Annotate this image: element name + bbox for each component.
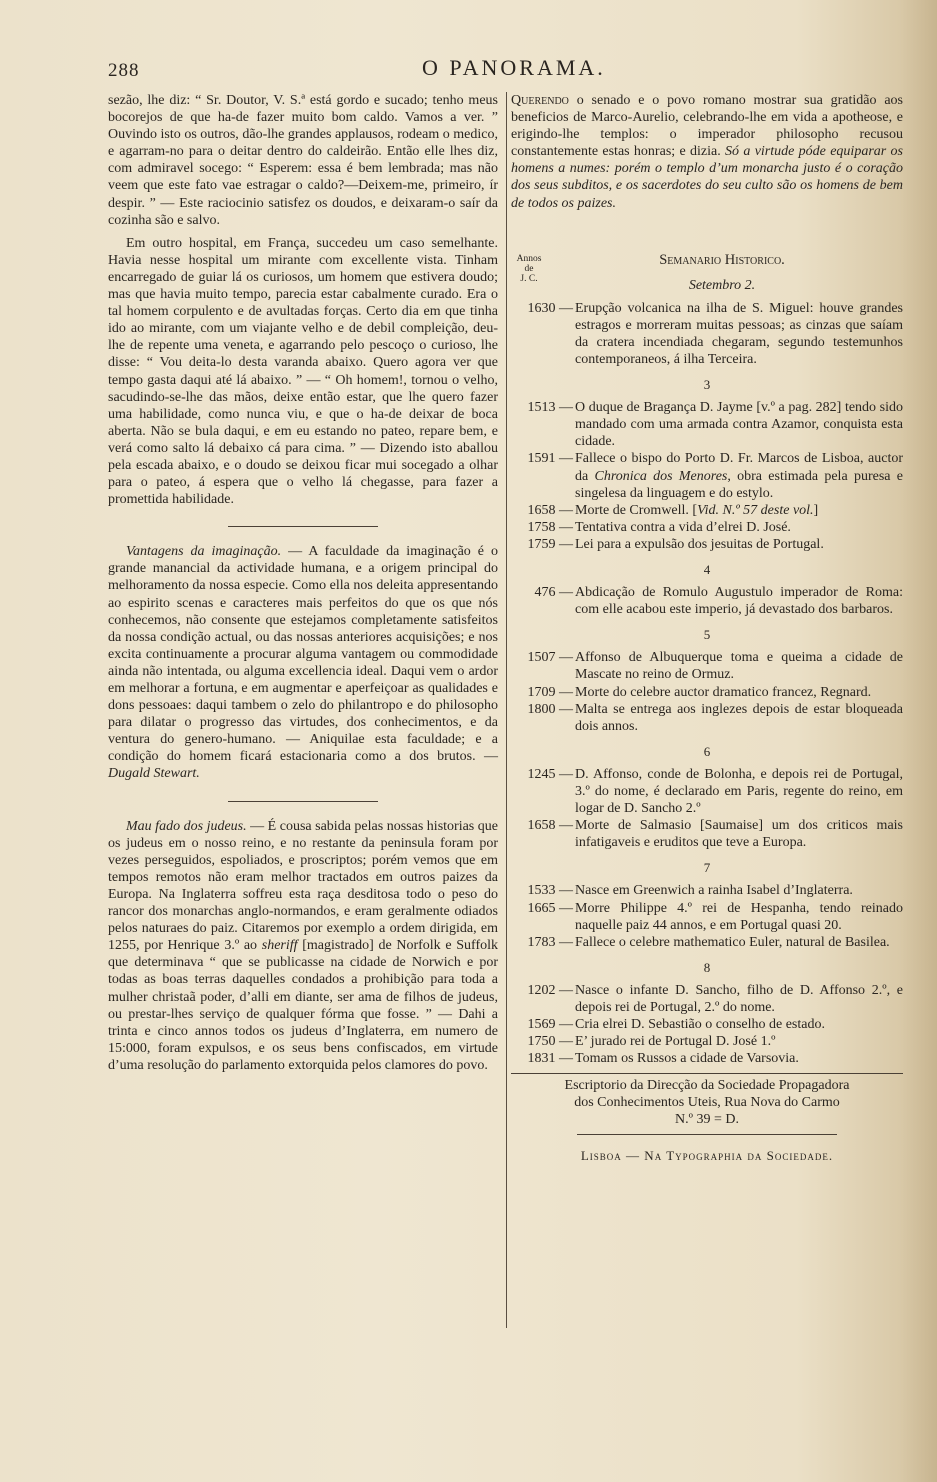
history-entry	[511, 584, 903, 618]
footer-address: Escriptorio da Direcção da Sociedade Propagadora dos Conhecimentos Uteis, Rua Nova do Carmo N.º 39 = D.	[564, 1078, 850, 1128]
entry-year: 1759 —	[527, 536, 573, 552]
quote-body: o senado e o povo romano mostrar sua gratidão aos beneficios de Marco-Aurelio, celebrando-lhe em vida a apotheose, e erigindo-lhe templos: o imperador philosopho recusou constantemente estas honras; e dizia.	[511, 93, 903, 160]
history-entry	[511, 649, 903, 683]
day-number: 5	[703, 627, 711, 643]
right-column	[511, 92, 903, 1165]
entry-text	[575, 536, 903, 553]
entry-text-italic: Vid. N.º 57 deste vol.	[697, 502, 814, 518]
entry-text-part: Fallece o bispo do Porto D. Fr. Marcos de Lisboa, auctor da	[575, 451, 903, 484]
history-entry	[511, 701, 903, 735]
entry-text	[575, 502, 903, 519]
entry-year: 1783 —	[527, 934, 573, 950]
entry-text-part: Tentativa contra a vida d’elrei D. José.	[575, 519, 791, 535]
entry-text-part: O duque de Bragança D. Jayme [v.º a pag. 282] tendo sido mandado com uma armada contra Azamor, conquista esta cidade.	[575, 400, 903, 450]
sheriff-term: sheriff	[261, 938, 298, 954]
entry-text-italic: Chronica dos Menores	[594, 468, 728, 484]
footer-divider	[511, 1073, 903, 1074]
history-entry	[511, 684, 903, 701]
entry-text-part: Lei para a expulsão dos jesuitas de Portugal.	[575, 536, 824, 552]
history-entry	[511, 934, 903, 951]
semanario-header	[511, 252, 903, 300]
entry-text: Cria elrei D. Sebastião o conselho de estado.	[575, 1017, 825, 1033]
day-3-entries	[511, 399, 903, 553]
entry-text: Erupção volcanica na ilha de S. Miguel: houve grandes estragos e morreram muitas pessoas; as cinzas que saíam da cratera incendiada chegaram, segundo testemunhos contemporaneos, á ilha Terceira.	[575, 300, 903, 367]
entry-year: 1831 —	[527, 1051, 573, 1067]
day-number: 8	[703, 959, 711, 975]
day-5-entries	[511, 649, 903, 734]
section-divider	[228, 801, 378, 802]
entry-year: 1709 —	[527, 684, 573, 700]
page-number: 288	[108, 60, 140, 81]
entry-year: 1750 —	[527, 1034, 573, 1050]
history-entry	[511, 1050, 903, 1067]
history-entry	[511, 300, 903, 368]
entry-text: D. Affonso, conde de Bolonha, e depois rei de Portugal, 3.º do nome, é declarado em Paris, regente do reino, em logar de D. Sancho 2.º	[575, 766, 903, 817]
entry-year: 1245 —	[527, 766, 573, 782]
entry-year: 1665 —	[527, 900, 573, 916]
day-number: 7	[703, 860, 711, 876]
footer-divider	[577, 1134, 837, 1135]
column-divider	[506, 92, 507, 1328]
history-entry	[511, 882, 903, 899]
section-divider	[228, 526, 378, 527]
marco-aurelio-quote	[511, 92, 903, 212]
semanario-title: Semanario Historico.	[659, 251, 785, 268]
entry-year: 1202 —	[527, 982, 573, 998]
history-entry	[511, 766, 903, 817]
vantagens-author: Dugald Stewart.	[108, 766, 200, 782]
entry-year: 1630 —	[527, 300, 573, 316]
history-entry	[511, 399, 903, 450]
entry-text: Morte de Salmasio [Saumaise] um dos criticos mais infatigaveis e eruditos que teve a Europa.	[575, 818, 903, 851]
article-paragraph: Em outro hospital, em França, succedeu um caso semelhante. Havia nesse hospital um mirante com excellente vista. Tinham encarregado de guiar lá os curiosos, um homem que estivera doudo; mas que havia muito tempo, parecia estar cabalmente curado. Era o tal homem corpulento e de avultadas forças. Certo dia em que tinha ido ao mirante, com um viajante velho e de debil compleição, deu-lhe de repente uma veneta, e agarrando pelo pescoço o curioso, lhe disse: “ Vou deita-lo desta varanda abaixo. Quero agora ver que tempo gasta daqui até lá abaixo. ” — “ Oh homem!, tornou o velho, sacudindo-se-lhe das mãos, deixe então estar, que lhe quero fazer uma habilidade, como nunca viu, e que o ha-de deixar de boca aberta. Não se bula daqui, e em eu estando no pateo, repare bem, e verá como salto lá debaixo cá para cima. ” — Dizendo isto aballou pela escada abaixo, e o doudo se deixou ficar mui socegado a olhar para o pateo, á espera que o velho lá chegasse, para fazer a promettida habilidade.	[108, 235, 498, 508]
quote-lead: Querendo	[511, 93, 569, 108]
article-paragraph: sezão, lhe diz: “ Sr. Doutor, V. S.ª está gordo e sucado; tenho meus bocorejos de que ha-de fazer muito bom caldo. Vamos a ver. ” Ouvindo isto os outros, dão-lhe grandes applausos, rodeam o medico, e agarram-no para o deitar dentro do caldeirão. Então elle lhes diz, com admiravel socego: “ Esperem: essa é bem lembrada; mas não veem que este fato vae estragar o caldo?—Deixem-me, primeiro, ír despir. ” — Este raciocinio satisfez os doudos, e deixaram-o saír da cozinha são e salvo.	[108, 93, 498, 228]
entry-year: 1658 —	[527, 818, 573, 834]
left-column	[108, 92, 498, 1080]
quote-italic: Só a virtude póde equiparar os homens a numes: porém o templo d’um monarcha justo é o coração dos seus subditos, e os sacerdotes do seu culto são os homens de bem de todos os paizes.	[511, 144, 903, 211]
history-entry	[511, 817, 903, 851]
entry-text: Morte do celebre auctor dramatico francez, Regnard.	[575, 684, 872, 700]
entry-text: E’ jurado rei de Portugal D. José 1.º	[575, 1034, 776, 1050]
history-entry	[511, 982, 903, 1016]
history-entry	[511, 536, 903, 553]
history-entry	[511, 519, 903, 536]
semanario-month: Setembro 2.	[688, 277, 756, 293]
history-entry	[511, 450, 903, 501]
entry-text	[575, 450, 903, 501]
entry-year: 1507 —	[527, 650, 573, 666]
history-entry	[511, 1033, 903, 1050]
entry-text	[575, 519, 903, 536]
entry-text: Fallece o celebre mathematico Euler, natural de Basilea.	[575, 934, 890, 950]
entry-year: 1513 —	[527, 400, 573, 416]
entry-text: Nasce o infante D. Sancho, filho de D. Affonso 2.º, e depois rei de Portugal, 2.º do nome.	[575, 982, 903, 1016]
entry-text: Malta se entrega aos inglezes depois de estar bloqueada dois annos.	[575, 701, 903, 734]
entry-text: Nasce em Greenwich a rainha Isabel d’Inglaterra.	[575, 883, 853, 899]
entry-text: Tomam os Russos a cidade de Varsovia.	[575, 1051, 799, 1067]
entry-text-part: Morte de Cromwell. [	[575, 502, 698, 518]
entry-year: 1591 —	[527, 451, 573, 467]
vantagens-article	[108, 543, 498, 782]
history-entry	[511, 502, 903, 519]
entry-text-part: , obra estimada pela puresa e singelesa da linguagem e do estylo.	[575, 468, 903, 501]
entry-year: 1658 —	[527, 502, 573, 518]
imprint-line: Lisboa — Na Typographia da Sociedade.	[580, 1148, 834, 1164]
entry-year: 1800 —	[527, 701, 573, 717]
judeus-title: Mau fado dos judeus.	[126, 818, 247, 834]
vantagens-body: — A faculdade da imaginação é o grande manancial da actividade humana, e a origem principal do melhoramento da nossa especie. Como ella nos deleita appresentando ao espirito scenas e caracteres mais perfeitos do que os que nós conhecemos, não consente que estejamos completamente satisfeitos da nossa condição actual, ou das nossas anteriores acquisições; e nos excita continuamente a procurar alguma vantagem ou commodidade ainda não intentada, ou alguma excellencia ideal. Daqui vem o ardor em melhorar a fortuna, e em augmentar e aperfeiçoar as qualidades e dons pessoaes: daqui tambem o zelo do philantropo e do philosopho para dilatar o progresso das virtudes, dos conhecimentos, e da ventura do genero-humano. — Aniquilae esta faculdade; e a condição do homem ficará estacionaria como a dos brutos. —	[108, 544, 498, 765]
day-number: 4	[703, 561, 711, 577]
day-4-entries	[511, 584, 903, 618]
entry-text	[575, 399, 903, 450]
day-7-entries	[511, 882, 903, 950]
day-6-entries	[511, 766, 903, 851]
annos-label: Annos de J. C.	[516, 253, 542, 284]
entry-text: Abdicação de Romulo Augustulo imperador de Roma: com elle acabou este imperio, já devastado dos barbaros.	[575, 585, 903, 618]
masthead-title: O PANORAMA.	[422, 55, 606, 80]
judeus-article	[108, 818, 498, 1074]
history-entry	[511, 900, 903, 934]
vantagens-title: Vantagens da imaginação.	[126, 544, 282, 560]
entry-text: Affonso de Albuquerque toma e queima a cidade de Mascate no reino de Ormuz.	[575, 650, 903, 683]
day-2-entries	[511, 300, 903, 368]
history-entry	[511, 1016, 903, 1033]
entry-text: Morre Philippe 4.º rei de Hespanha, tendo reinado naquelle paiz 44 annos, e em Portugal quasi 20.	[575, 900, 903, 933]
judeus-body: — É cousa sabida pelas nossas historias que os judeus em o nosso reino, e no restante da peninsula foram por vezes perseguidos, espoliados, e proscriptos; porém vemos que em tempos remotos não eram melhor tractados em outros paizes da Europa. Na Inglaterra soffreu esta raça desditosa todo o peso do rancor dos monarchas anglo-normandos, e eram geralmente odiados pelos naturaes do paiz. Citaremos por exemplo a ordem dirigida, em 1255, por Henrique 3.º ao	[108, 818, 498, 954]
entry-year: 1533 —	[527, 883, 573, 899]
entry-text-part: ]	[813, 502, 819, 518]
day-number: 6	[703, 743, 711, 759]
entry-year: 1569 —	[527, 1017, 573, 1033]
entry-year: 476 —	[534, 585, 573, 601]
entry-year: 1758 —	[527, 519, 573, 535]
day-number: 3	[703, 377, 711, 393]
judeus-body-continued: [magistrado] de Norfolk e Suffolk que determinava “ que se publicasse na cidade de Norwich e por todas as boas terras daquelles condados a prohibição para toda a mulher christaã poder, d’alli em diante, ser ama de filhos de judeus, ou prestar-lhes serviço de qualquer fórma que fosse. ” — Dahi a trinta e cinco annos todos os judeus d’Inglaterra, em numero de 15:000, foram expulsos, e os seus bens confiscados, em virtude d’uma resolução do parlamento extorquida pelos clamores do povo.	[108, 938, 498, 1073]
day-8-entries	[511, 982, 903, 1067]
